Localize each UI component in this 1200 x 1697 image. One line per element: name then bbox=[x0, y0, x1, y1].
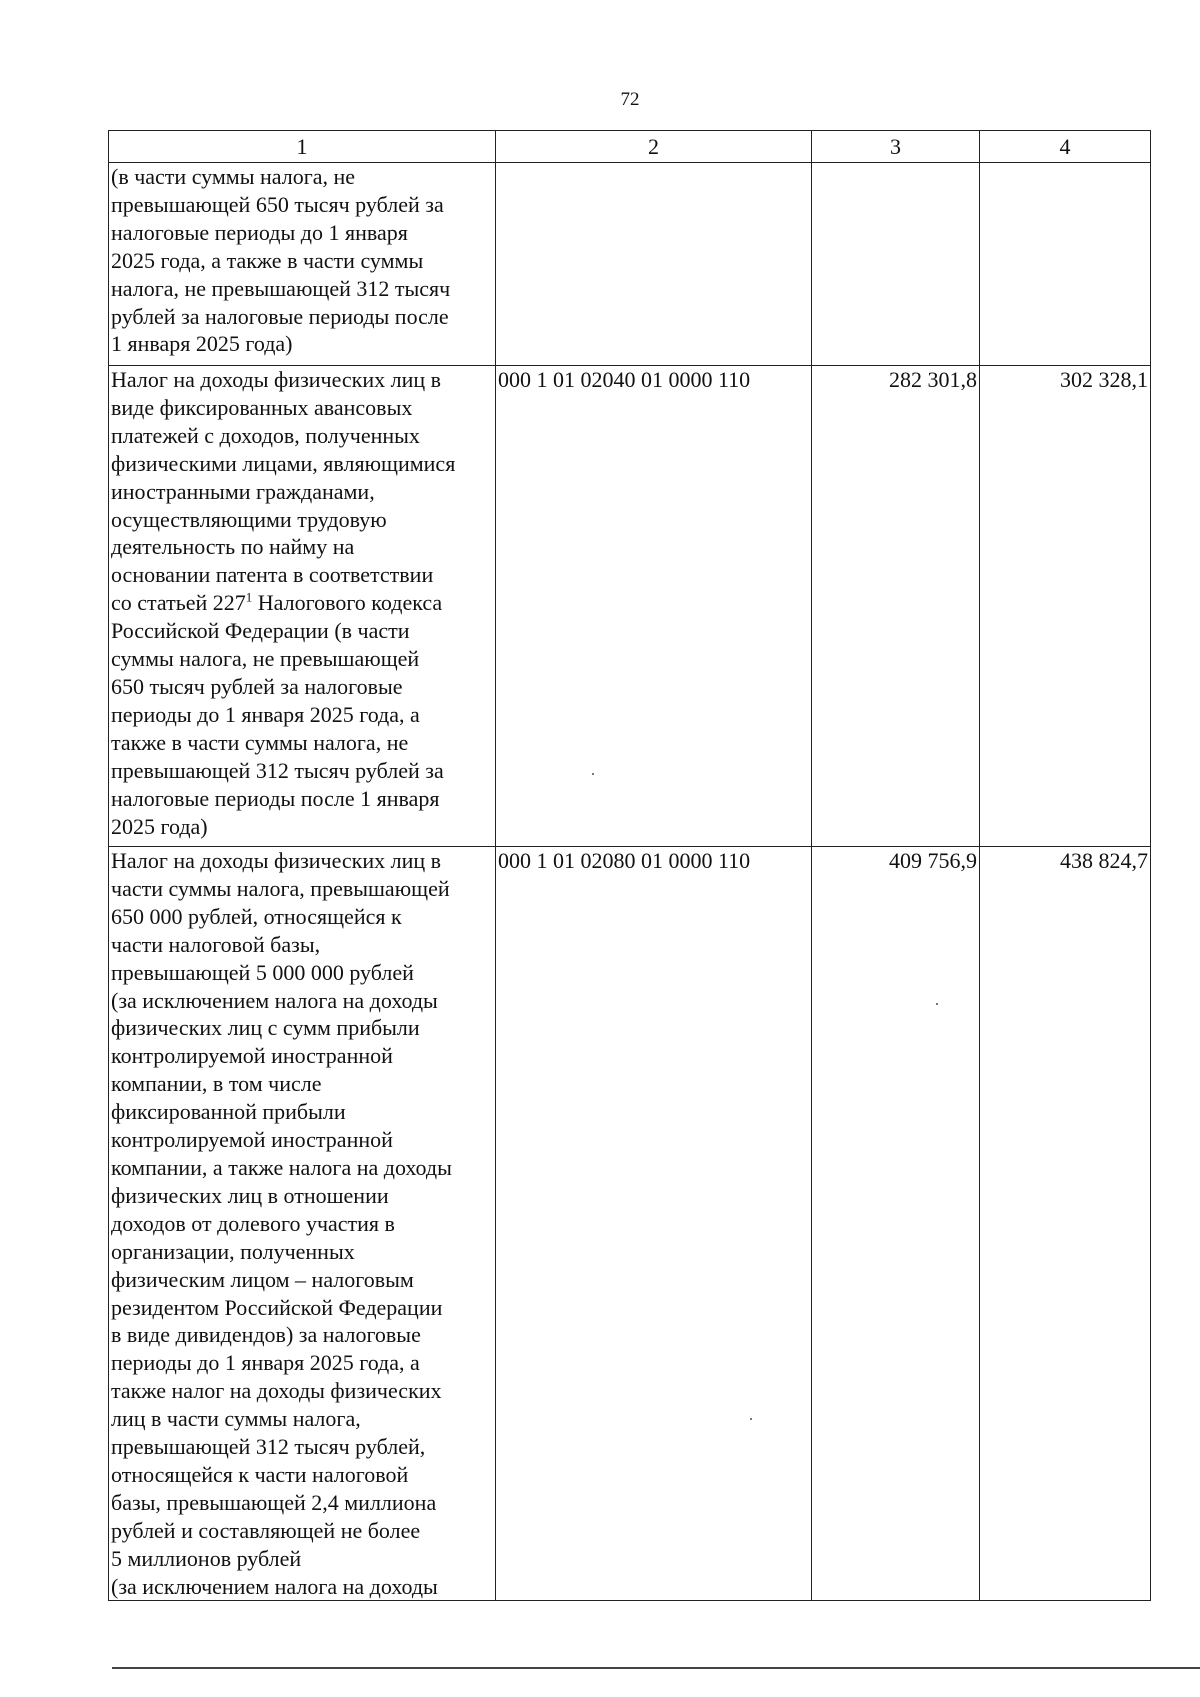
description-line: Налог на доходы физических лиц в bbox=[111, 848, 442, 873]
column-header-2: 2 bbox=[496, 131, 812, 163]
description-line-article bbox=[111, 589, 493, 617]
description-line: 1 января 2025 года) bbox=[111, 331, 293, 357]
description-line: налоговые периоды до 1 января bbox=[111, 219, 408, 245]
bottom-scan-rule bbox=[112, 1667, 1200, 1669]
description-line: лиц в части суммы налога, bbox=[111, 1406, 361, 1432]
description-line: 2025 года) bbox=[111, 813, 208, 839]
scan-speck bbox=[936, 1003, 938, 1005]
description-line: платежей с доходов, полученных bbox=[111, 422, 420, 448]
description-line: периоды до 1 января 2025 года, а bbox=[111, 1350, 420, 1376]
amount-column-4: 438 824,7 bbox=[980, 847, 1151, 1601]
description-line: (за исключением налога на доходы bbox=[111, 987, 438, 1013]
budget-code bbox=[496, 163, 812, 366]
description-line: 5 миллионов рублей bbox=[111, 1545, 302, 1571]
description-line: 650 тысяч рублей за налоговые bbox=[111, 673, 403, 699]
row-description bbox=[109, 163, 496, 366]
description-line: превышающей 312 тысяч рублей, bbox=[111, 1434, 426, 1460]
amount-column-4: 302 328,1 bbox=[980, 366, 1151, 847]
description-line: относящейся к части налоговой bbox=[111, 1461, 409, 1487]
scan-speck bbox=[592, 773, 594, 775]
description-line: Российской Федерации (в части bbox=[111, 618, 410, 644]
description-line: также в части суммы налога, не bbox=[111, 729, 409, 755]
description-line: суммы налога, не превышающей bbox=[111, 646, 420, 672]
description-line: превышающей 312 тысяч рублей за bbox=[111, 757, 444, 783]
description-line: превышающей 5 000 000 рублей bbox=[111, 959, 414, 985]
description-line: (за исключением налога на доходы bbox=[111, 1573, 438, 1599]
description-line: компании, в том числе bbox=[111, 1071, 322, 1097]
description-line: (в части суммы налога, не bbox=[111, 164, 356, 189]
description-line: Налог на доходы физических лиц в bbox=[111, 367, 442, 392]
description-line: деятельность по найму на bbox=[111, 534, 355, 560]
description-line: налоговые периоды после 1 января bbox=[111, 785, 440, 811]
description-line: налога, не превышающей 312 тысяч bbox=[111, 275, 451, 301]
description-line: физических лиц в отношении bbox=[111, 1182, 389, 1208]
description-line: части налоговой базы, bbox=[111, 931, 321, 957]
scan-speck bbox=[750, 1418, 752, 1420]
description-line: рублей за налоговые периоды после bbox=[111, 303, 449, 329]
description-line: рублей и составляющей не более bbox=[111, 1517, 421, 1543]
description-line: физических лиц с сумм прибыли bbox=[111, 1015, 420, 1041]
description-line: 2025 года, а также в части суммы bbox=[111, 247, 424, 273]
article-superscript: 1 bbox=[245, 589, 253, 605]
article-text: со статьей 227 bbox=[111, 590, 246, 616]
description-line: фиксированной прибыли bbox=[111, 1099, 346, 1125]
description-line: виде фиксированных авансовых bbox=[111, 394, 413, 420]
column-header-4: 4 bbox=[980, 131, 1151, 163]
description-line: иностранными гражданами, bbox=[111, 478, 375, 504]
table-row bbox=[109, 366, 1151, 847]
table-row bbox=[109, 847, 1151, 1601]
description-line: базы, превышающей 2,4 миллиона bbox=[111, 1489, 437, 1515]
description-line: резидентом Российской Федерации bbox=[111, 1294, 443, 1320]
row-description bbox=[109, 366, 496, 847]
description-line: 650 000 рублей, относящейся к bbox=[111, 903, 402, 929]
description-line: доходов от долевого участия в bbox=[111, 1210, 395, 1236]
table-header-row bbox=[109, 131, 1151, 163]
description-line: компании, а также налога на доходы bbox=[111, 1154, 452, 1180]
description-line: контролируемой иностранной bbox=[111, 1043, 393, 1069]
row-description bbox=[109, 847, 496, 1601]
description-line: организации, полученных bbox=[111, 1238, 355, 1264]
article-text-tail: Налогового кодекса bbox=[252, 590, 443, 616]
description-line: части суммы налога, превышающей bbox=[111, 875, 450, 901]
description-line: периоды до 1 января 2025 года, а bbox=[111, 701, 420, 727]
description-line: контролируемой иностранной bbox=[111, 1127, 393, 1153]
amount-column-4 bbox=[980, 163, 1151, 366]
column-header-3: 3 bbox=[812, 131, 980, 163]
page-number: 72 bbox=[620, 89, 640, 110]
budget-code: 000 1 01 02080 01 0000 110 bbox=[496, 847, 812, 1601]
description-line: осуществляющими трудовую bbox=[111, 506, 387, 532]
column-header-1: 1 bbox=[109, 131, 496, 163]
table-row bbox=[109, 163, 1151, 366]
description-line: превышающей 650 тысяч рублей за bbox=[111, 191, 444, 217]
amount-column-3: 409 756,9 bbox=[812, 847, 980, 1601]
description-line: физическими лицами, являющимися bbox=[111, 450, 456, 476]
description-line: основании патента в соответствии bbox=[111, 562, 434, 588]
amount-column-3 bbox=[812, 163, 980, 366]
description-line: физическим лицом – налоговым bbox=[111, 1266, 414, 1292]
revenue-table bbox=[108, 130, 1151, 1601]
amount-column-3: 282 301,8 bbox=[812, 366, 980, 847]
description-line: в виде дивидендов) за налоговые bbox=[111, 1322, 421, 1348]
budget-code: 000 1 01 02040 01 0000 110 bbox=[496, 366, 812, 847]
description-line: также налог на доходы физических bbox=[111, 1378, 442, 1404]
